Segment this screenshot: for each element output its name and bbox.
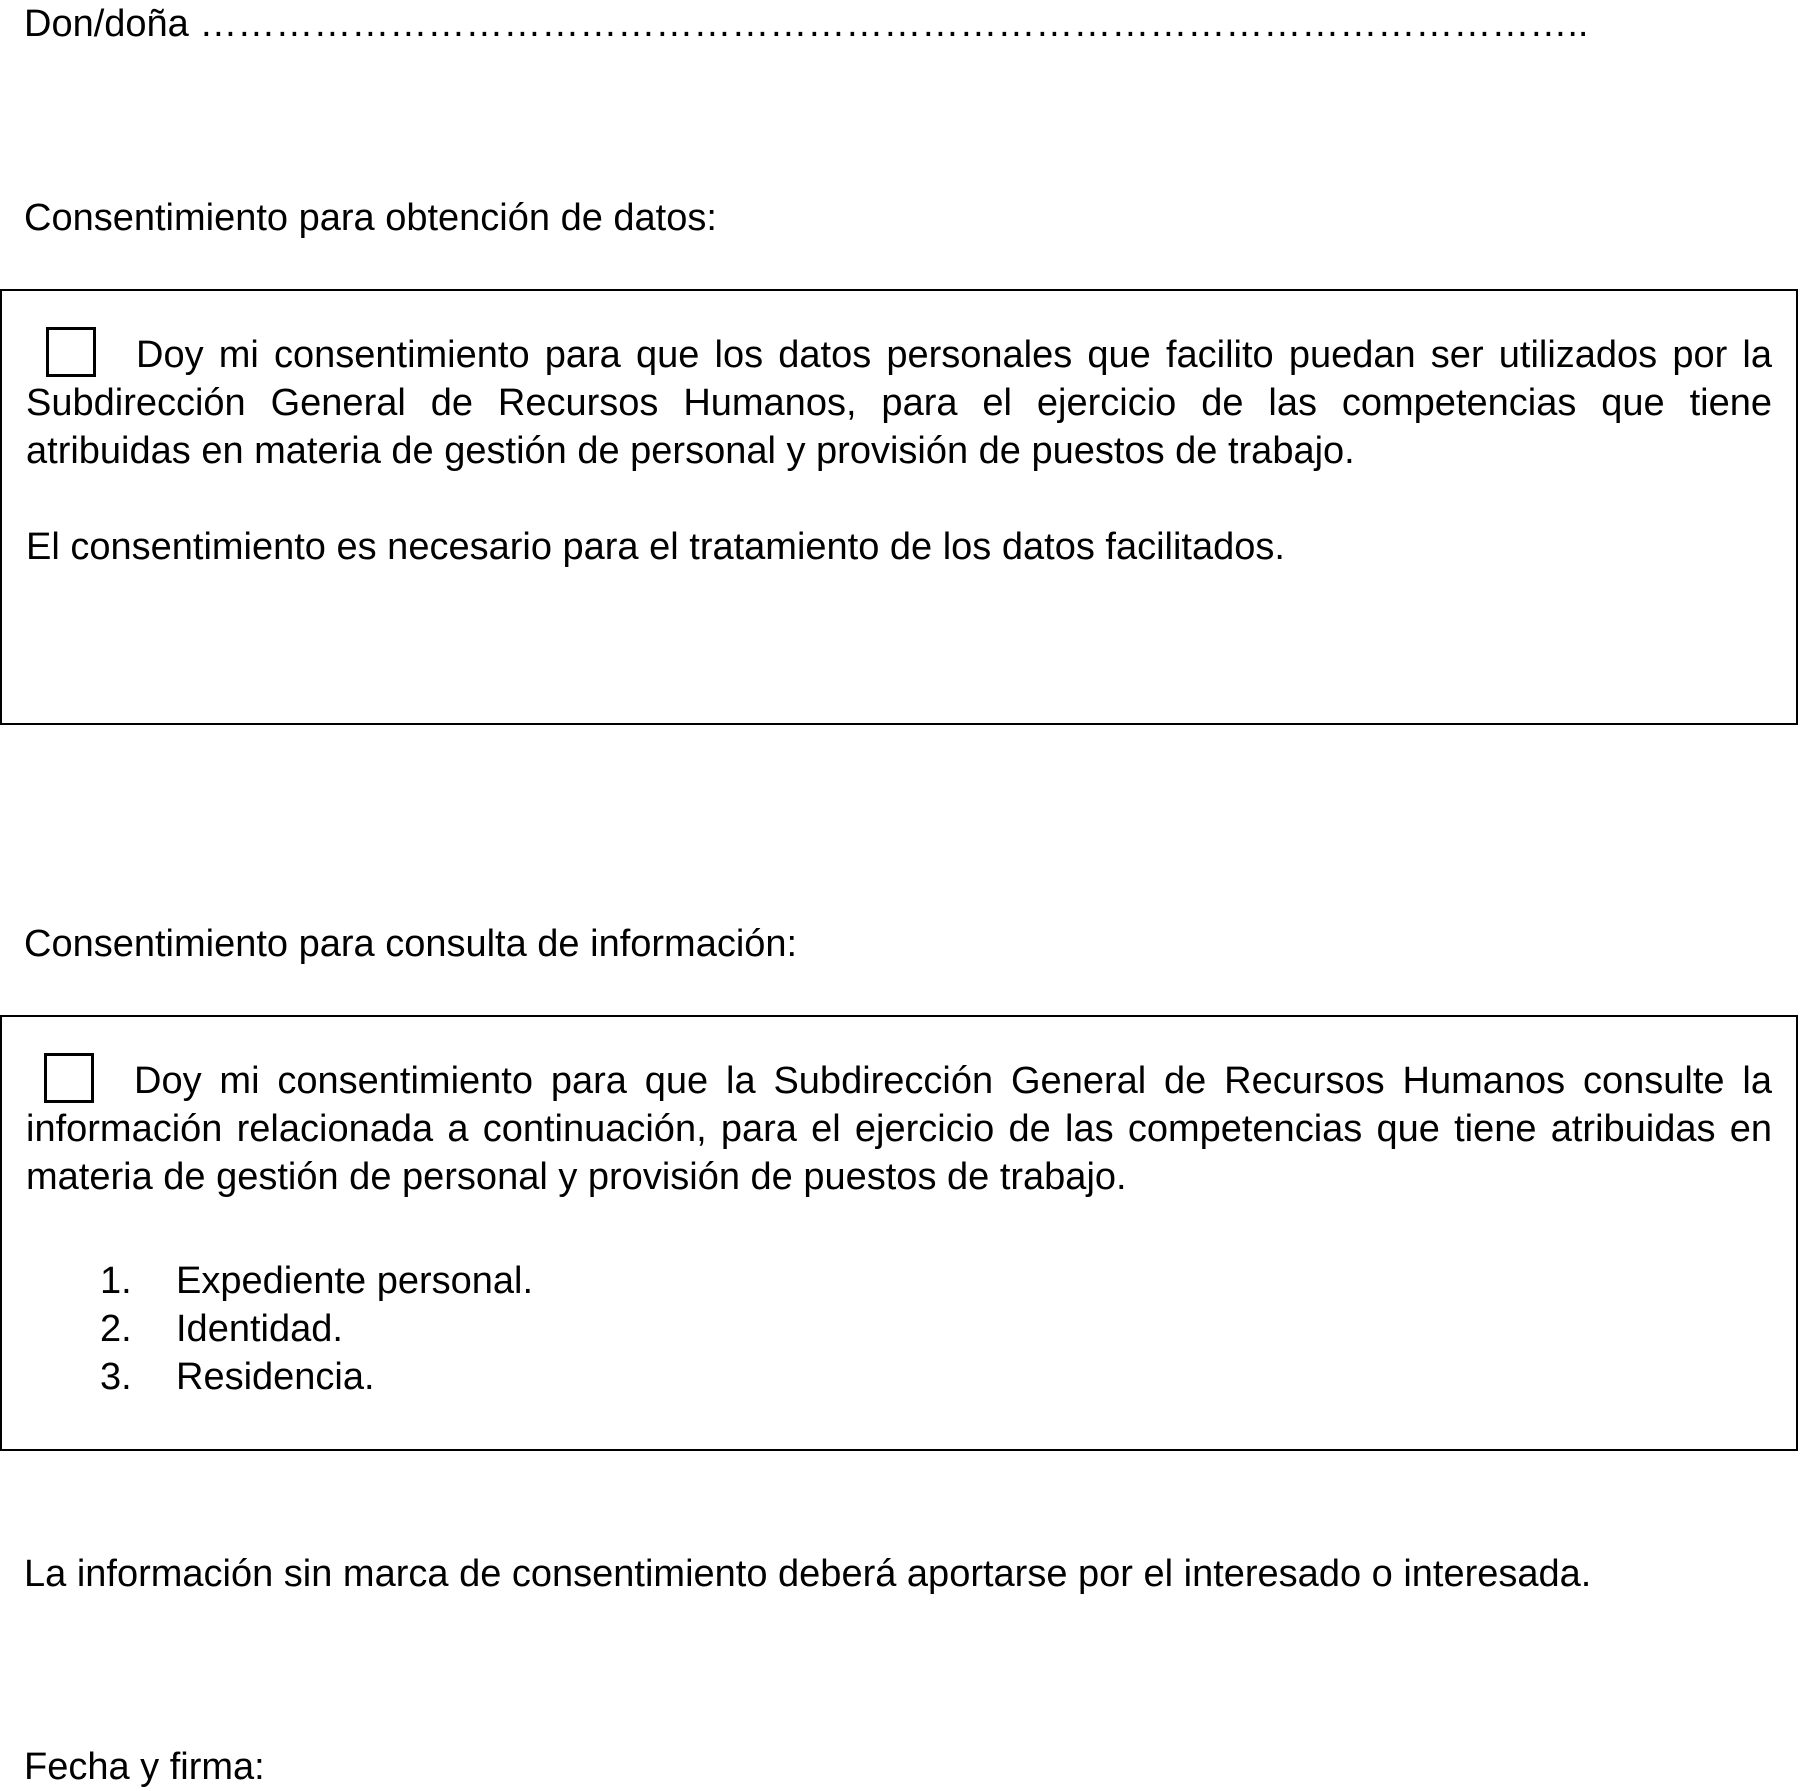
info-consent-box [0, 1015, 1798, 1451]
list-item-label: Identidad. [176, 1308, 343, 1350]
list-item [26, 1305, 533, 1353]
list-item [26, 1257, 533, 1305]
data-consent-box [0, 289, 1798, 725]
data-consent-note: El consentimiento es necesario para el tratamiento de los datos facilitados. [26, 526, 1285, 568]
info-consent-checkbox[interactable] [44, 1053, 94, 1103]
signature-label: Fecha y firma: [24, 1746, 265, 1788]
section1-title: Consentimiento para obtención de datos: [24, 197, 717, 239]
don-line: Don/doña ……………………………………………………………………………………………….. [24, 3, 1589, 45]
list-item [26, 1353, 533, 1401]
list-item-number: 3. [100, 1356, 132, 1398]
list-item-number: 2. [100, 1308, 132, 1350]
list-item-label: Expediente personal. [176, 1260, 534, 1302]
data-consent-checkbox[interactable] [46, 327, 96, 377]
data-consent-paragraph [26, 327, 1772, 571]
list-item-label: Residencia. [176, 1356, 375, 1398]
info-consent-list [26, 1257, 533, 1401]
list-item-number: 1. [100, 1260, 132, 1302]
info-consent-text: Doy mi consentimiento para que la Subdirección General de Recursos Humanos consulte la información relacionada a continuación, para el ejercicio de las competencias que tiene atribuidas en materia de gestión de personal y provisión de puestos de trabajo. [26, 1060, 1772, 1198]
info-consent-paragraph [26, 1053, 1772, 1201]
data-consent-text: Doy mi consentimiento para que los datos personales que facilito puedan ser utilizados por la Subdirección General de Recursos Humanos, para el ejercicio de las competencias que tiene atribuidas en materia de gestión de personal y provisión de puestos de trabajo. [26, 334, 1772, 472]
section2-title: Consentimiento para consulta de información: [24, 923, 798, 965]
footer-notice: La información sin marca de consentimiento deberá aportarse por el interesado o interesada. [24, 1553, 1592, 1595]
